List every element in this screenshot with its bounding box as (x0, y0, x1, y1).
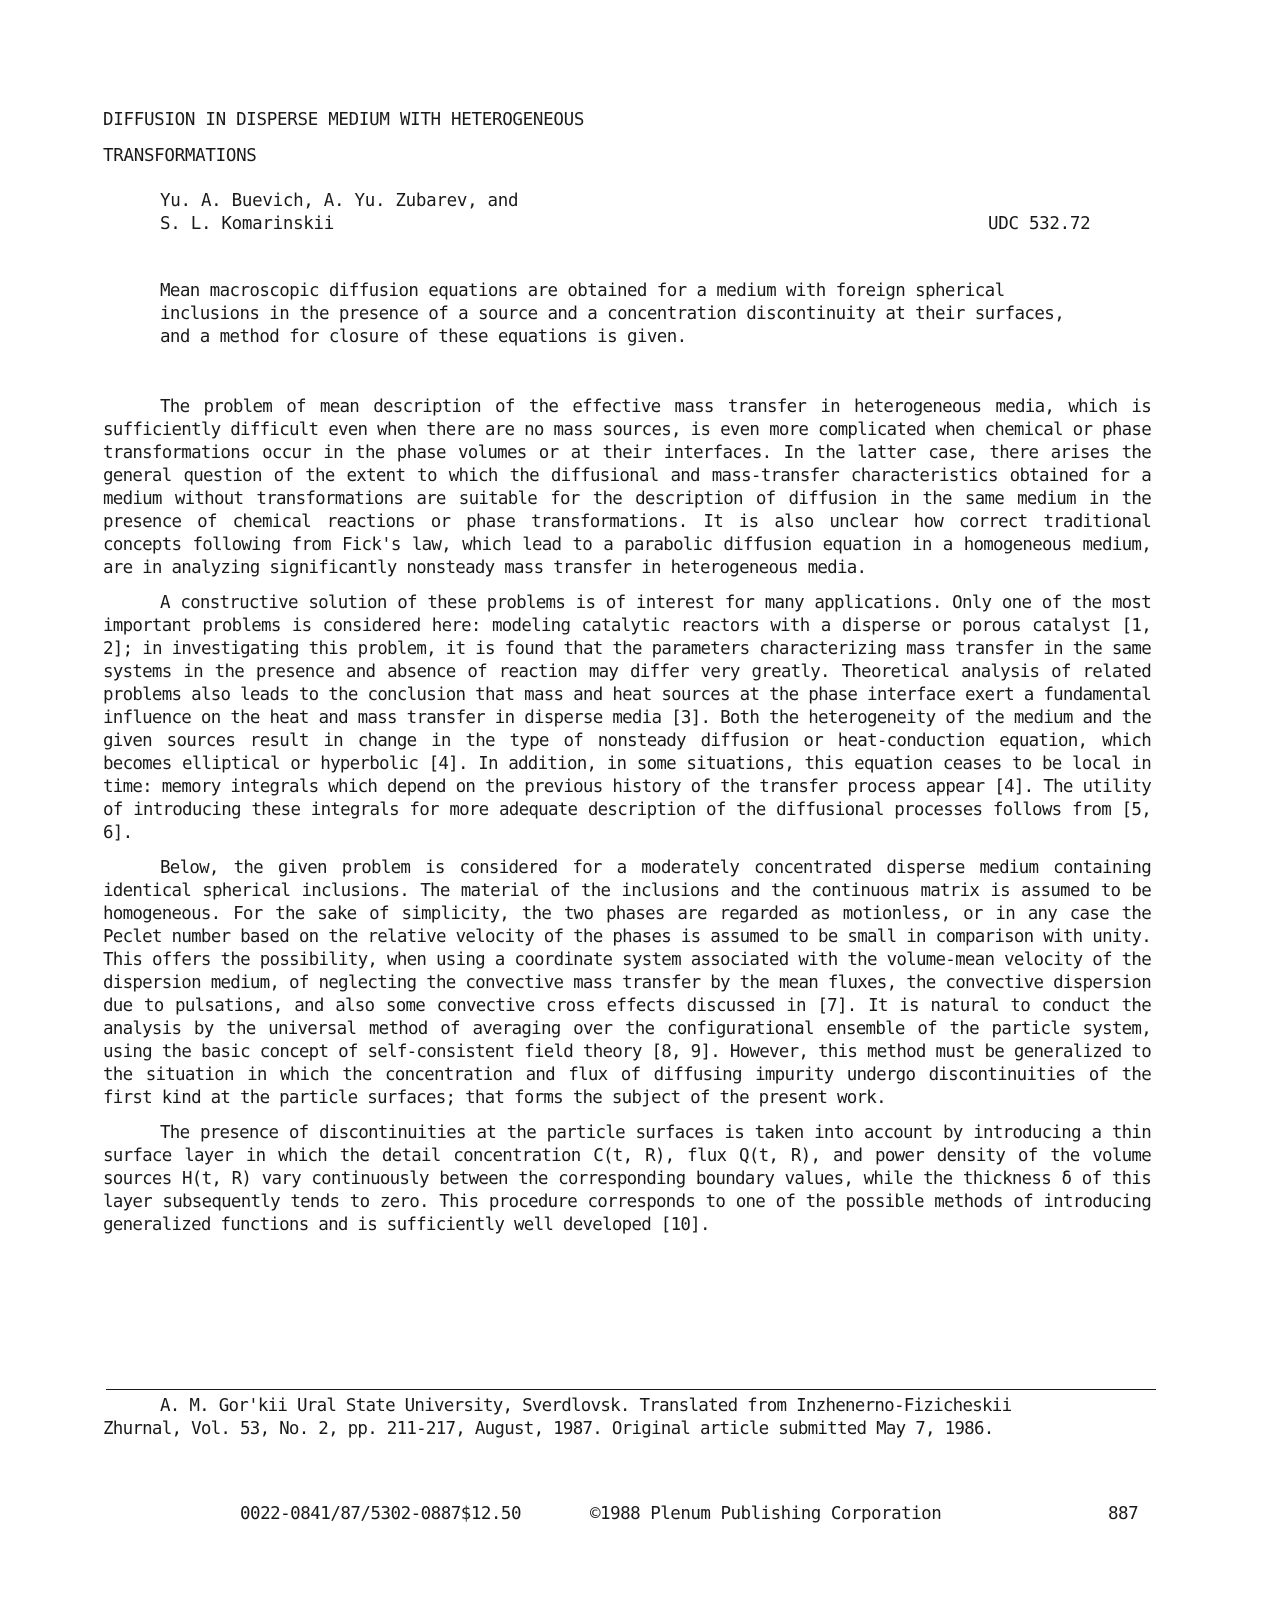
footnote-divider (106, 1389, 1156, 1390)
footnote-line-2: Zhurnal, Vol. 53, No. 2, pp. 211-217, August, 1987. Original article submitted May 7, 1986. (103, 1419, 994, 1439)
body-paragraph-4: The presence of discontinuities at the particle surfaces is taken into account by introducing a thin surface layer in which the detail concentration C(t, R), flux Q(t, R), and power density of the volume sources H(t, R) vary continuously between the corresponding boundary values, while the thickness δ of this layer subsequently tends to zero. This procedure corresponds to one of the possible methods of introducing generalized functions and is sufficiently well developed [10]. (103, 1123, 1151, 1235)
body-paragraph-3: Below, the given problem is considered for a moderately concentrated disperse medium containing identical spherical inclusions. The material of the inclusions and the continuous matrix is assumed to be homogeneous. For the sake of simplicity, the two phases are regarded as motionless, or in any case the Peclet number based on the relative velocity of the phases is assumed to be small in comparison with unity. This offers the possibility, when using a coordinate system associated with the volume-mean velocity of the dispersion medium, of neglecting the convective mass transfer by the mean fluxes, the convective dispersion due to pulsations, and also some convective cross effects discussed in [7]. It is natural to conduct the analysis by the universal method of averaging over the configurational ensemble of the particle system, using the basic concept of self-consistent field theory [8, 9]. However, this method must be generalized to the situation in which the concentration and flux of diffusing impurity undergo discontinuities of the first kind at the particle surfaces; that forms the subject of the present work. (103, 858, 1151, 1108)
paper-title-line-1: DIFFUSION IN DISPERSE MEDIUM WITH HETEROGENEOUS (103, 110, 585, 130)
author-list (160, 190, 518, 236)
body-paragraph-2: A constructive solution of these problems is of interest for many applications. Only one of the most important problems is considered here: modeling catalytic reactors with a disperse or porous catalyst [1, 2]; in investigating this problem, it is found that the parameters characterizing mass transfer in the same systems in the presence and absence of reaction may differ very greatly. Theoretical analysis of related problems also leads to the conclusion that mass and heat sources at the phase interface exert a fundamental influence on the heat and mass transfer in disperse media [3]. Both the heterogeneity of the medium and the given sources result in change in the type of nonsteady diffusion or heat-conduction equation, which becomes elliptical or hyperbolic [4]. In addition, in some situations, this equation ceases to be local in time: memory integrals which depend on the previous history of the transfer process appear [4]. The utility of introducing these integrals for more adequate description of the diffusional processes follows from [5, 6]. (103, 593, 1151, 843)
body-paragraph-1: The problem of mean description of the effective mass transfer in heterogeneous media, which is sufficiently difficult even when there are no mass sources, is even more complicated when chemical or phase transformations occur in the phase volumes or at their interfaces. In the latter case, there arises the general question of the extent to which the diffusional and mass-transfer characteristics obtained for a medium without transformations are suitable for the description of diffusion in the same medium in the presence of chemical reactions or phase transformations. It is also unclear how correct traditional concepts following from Fick's law, which lead to a parabolic diffusion equation in a homogeneous medium, are in analyzing significantly nonsteady mass transfer in heterogeneous media. (103, 397, 1151, 578)
udc-code: UDC 532.72 (988, 214, 1091, 234)
page-number: 887 (1108, 1504, 1139, 1524)
authors-line-1: Yu. A. Buevich, A. Yu. Zubarev, and (160, 191, 519, 211)
authors-line-2: S. L. Komarinskii (160, 214, 335, 234)
paper-title-line-2: TRANSFORMATIONS (103, 146, 257, 166)
abstract: Mean macroscopic diffusion equations are obtained for a medium with foreign spherical inclusions in the presence of a source and a concentration discontinuity at their surfaces, and a method for closure of these equations is given. (160, 281, 1065, 347)
issn-code: 0022-0841/87/5302-0887$12.50 (240, 1504, 522, 1524)
copyright-notice: ©1988 Plenum Publishing Corporation (590, 1504, 942, 1524)
body-text (103, 396, 1151, 1249)
affiliation-footnote (103, 1395, 1151, 1441)
footnote-line-1: A. M. Gor'kii Ural State University, Sverdlovsk. Translated from Inzhenerno-Fizicheskii (160, 1396, 1012, 1416)
